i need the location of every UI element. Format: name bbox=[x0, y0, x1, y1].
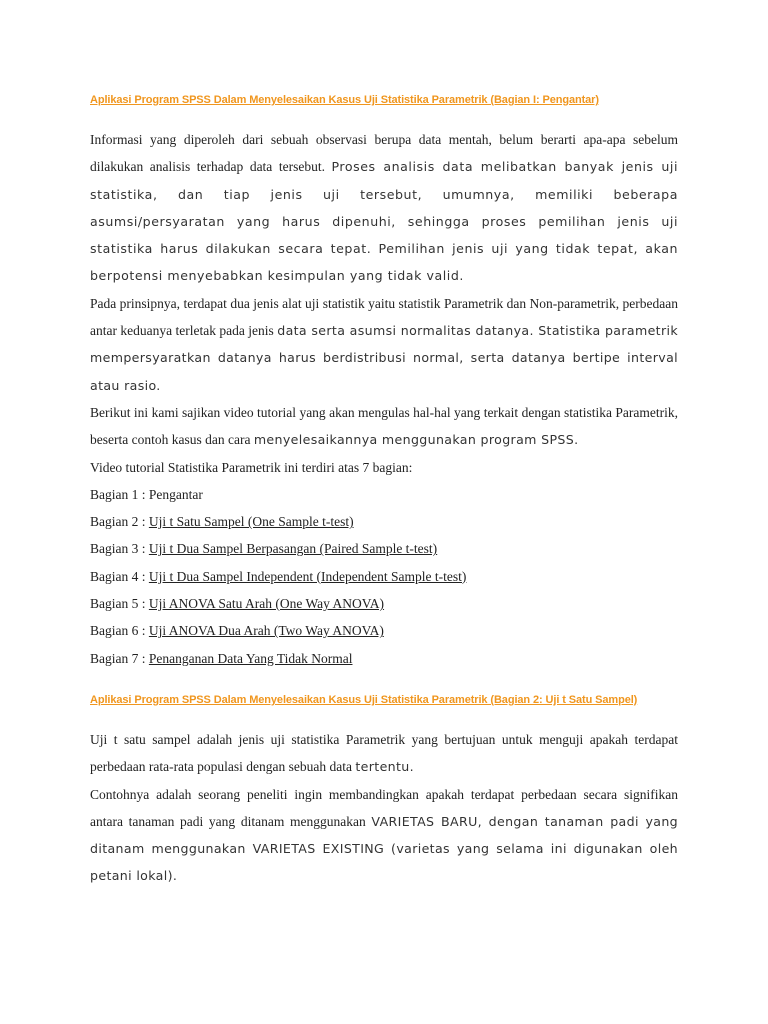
list-item-prefix: Bagian 7 : bbox=[90, 650, 149, 666]
list-item-prefix: Bagian 6 : bbox=[90, 623, 149, 639]
article-2-paragraph-2 bbox=[90, 781, 678, 890]
list-item bbox=[90, 508, 678, 535]
part-3-link[interactable]: Uji t Dua Sampel Berpasangan (Paired Sample t-test) bbox=[148, 541, 438, 557]
list-item bbox=[90, 617, 678, 644]
part-2-link[interactable]: Uji t Satu Sampel (One Sample t-test) bbox=[148, 514, 354, 530]
document-page bbox=[90, 88, 678, 890]
article-1-paragraph-3 bbox=[90, 399, 678, 454]
list-item bbox=[90, 590, 678, 617]
list-item-prefix: Bagian 5 : bbox=[90, 596, 149, 612]
article-1-paragraph-2-serif: Pada prinsipnya, terdapat dua jenis alat uji statistik yaitu statistik Parametrik dan Non-parametrik, perbedaan antar keduanya terletak pada jenis bbox=[90, 295, 678, 339]
article-1-paragraph-2-sans: data serta asumsi normalitas datanya. Statistika parametrik mempersyaratkan datanya harus berdistribusi normal, serta datanya bertipe interval atau rasio. bbox=[90, 323, 678, 393]
article-1-paragraph-2 bbox=[90, 290, 678, 399]
part-4-link[interactable]: Uji t Dua Sampel Independent (Independent Sample t-test) bbox=[148, 568, 467, 584]
part-6-link[interactable]: Uji ANOVA Dua Arah (Two Way ANOVA) bbox=[148, 623, 384, 639]
list-item bbox=[90, 535, 678, 562]
list-item bbox=[90, 481, 678, 508]
article-1-paragraph-3-sans: menyelesaikannya menggunakan program SPSS. bbox=[253, 432, 579, 448]
list-item-prefix: Bagian 1 : bbox=[90, 486, 149, 502]
list-item-prefix: Bagian 3 : bbox=[90, 541, 149, 557]
part-5-link[interactable]: Uji ANOVA Satu Arah (One Way ANOVA) bbox=[148, 596, 385, 612]
article-1-paragraph-1-sans: Proses analisis data melibatkan banyak jenis uji statistika, dan tiap jenis uji tersebut, umumnya, memiliki beberapa asumsi/persyaratan yang harus dipenuhi, sehingga proses pemilihan jenis uji statistika harus dilakukan secara tepat. Pemilihan jenis uji yang tidak tepat, akan berpotensi menyebabkan kesimpulan yang tidak valid. bbox=[90, 159, 679, 284]
list-item bbox=[90, 645, 678, 672]
article-1-paragraph-1-serif: Informasi yang diperoleh dari sebuah observasi berupa data mentah, belum berarti apa-apa sebelum dilakukan analisis terhadap data tersebut. bbox=[90, 132, 678, 175]
article-2-paragraph-1-sans: tertentu. bbox=[355, 759, 414, 775]
article-1-paragraph-1 bbox=[90, 126, 678, 290]
article-1-paragraph-4: Video tutorial Statistika Parametrik ini terdiri atas 7 bagian: bbox=[90, 459, 413, 475]
list-item bbox=[90, 563, 678, 590]
list-item-text: Pengantar bbox=[148, 486, 203, 502]
video-parts-list bbox=[90, 481, 678, 672]
article-2-heading[interactable]: Aplikasi Program SPSS Dalam Menyelesaikan Kasus Uji Statistika Parametrik (Bagian 2: Uji t Satu Sampel) bbox=[90, 693, 638, 706]
article-1-heading[interactable]: Aplikasi Program SPSS Dalam Menyelesaikan Kasus Uji Statistika Parametrik (Bagian I: Pengantar) bbox=[90, 94, 599, 106]
article-1-paragraph-3-serif: Berikut ini kami sajikan video tutorial yang akan mengulas hal-hal yang terkait dengan statistika Parametrik, beserta contoh kasus dan cara bbox=[90, 404, 678, 448]
list-item-prefix: Bagian 2 : bbox=[90, 514, 149, 530]
article-2-paragraph-2-serif: Contohnya adalah seorang peneliti ingin membandingkan apakah terdapat perbedaan secara signifikan antara tanaman padi yang ditanam menggunakan bbox=[90, 786, 678, 829]
list-item-prefix: Bagian 4 : bbox=[90, 568, 149, 584]
article-2-paragraph-1-serif: Uji t satu sampel adalah jenis uji statistika Parametrik yang bertujuan untuk menguji apakah terdapat perbedaan rata-rata populasi dengan sebuah data bbox=[90, 731, 678, 775]
article-2-paragraph-1 bbox=[90, 726, 678, 781]
article-2-paragraph-2-sans: VARIETAS BARU, dengan tanaman padi yang ditanam menggunakan VARIETAS EXISTING (varietas yang selama ini digunakan oleh petani lokal). bbox=[90, 813, 679, 884]
part-7-link[interactable]: Penanganan Data Yang Tidak Normal bbox=[148, 650, 353, 666]
